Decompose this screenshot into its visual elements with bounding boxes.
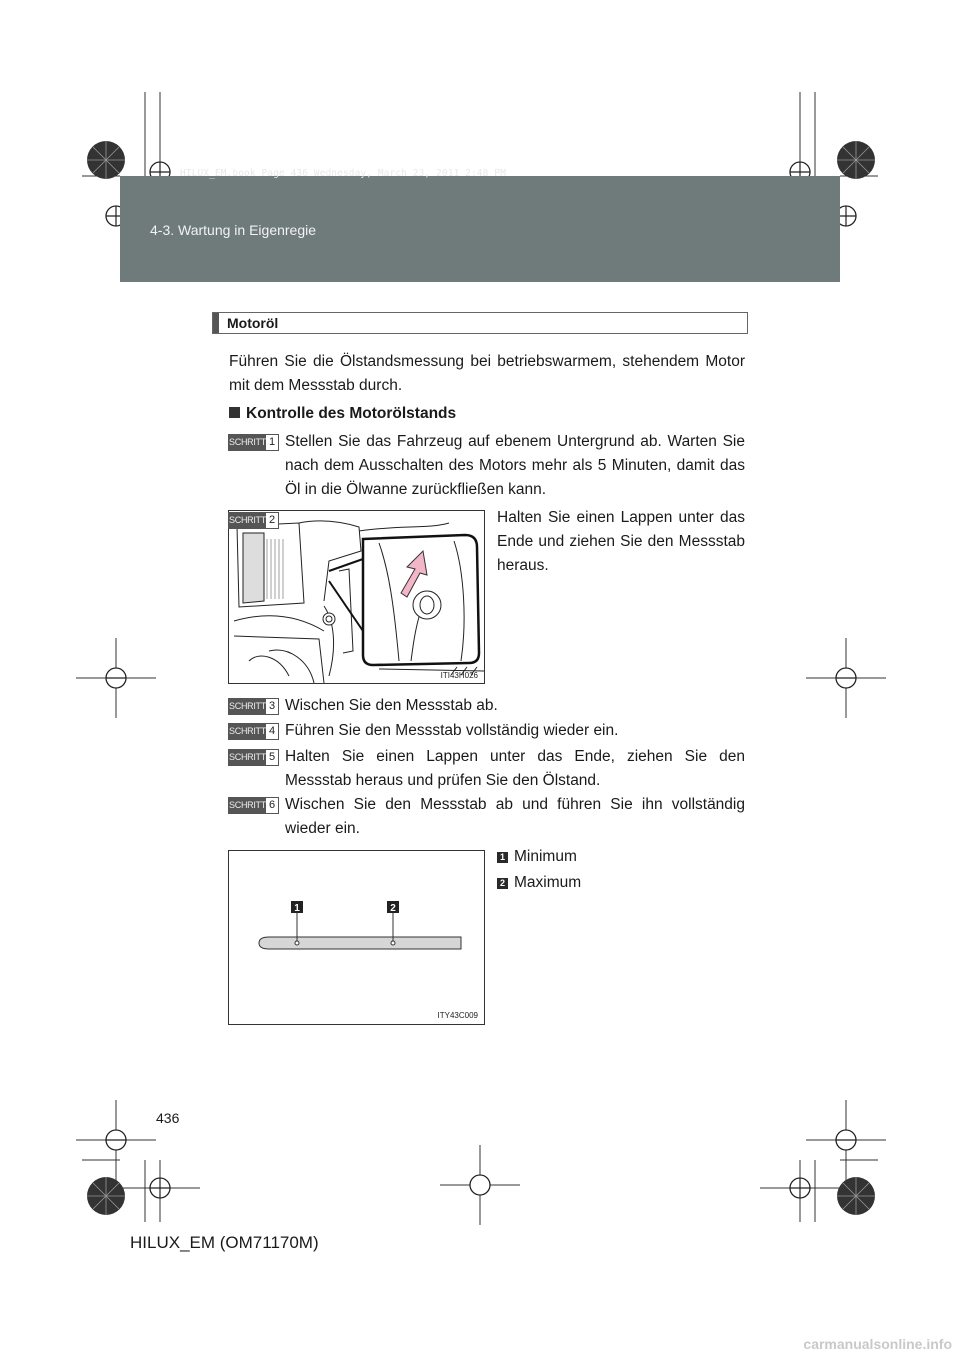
legend-marker: 2 [497, 878, 508, 889]
step-badge [228, 749, 279, 766]
step-badge-number: 6 [266, 798, 278, 813]
step-badge [228, 434, 279, 451]
step-badge [228, 698, 279, 715]
step-text: Halten Sie einen Lappen unter das Ende und ziehen Sie den Messstab heraus. [497, 509, 745, 574]
step-badge-number: 4 [266, 724, 278, 739]
footer-model: HILUX_EM (OM71170M) [130, 1233, 319, 1252]
engine-dipstick-figure [228, 510, 485, 684]
header-section-title: 4-3. Wartung in Eigenregie [150, 222, 317, 238]
step-text: Stellen Sie das Fahrzeug auf ebenem Untergrund ab. Warten Sie nach dem Ausschalten des Motors mehr als 5 Minuten, damit das Öl in die Ölwanne zurückfließen kann. [285, 433, 745, 498]
figure-code: ITY43C009 [437, 1011, 478, 1020]
section-title: Motoröl [227, 315, 279, 331]
step-badge-label: SCHRITT [229, 798, 266, 813]
step-badge-label: SCHRITT [229, 750, 266, 765]
step-badge [228, 797, 279, 814]
intro-paragraph: Führen Sie die Ölstandsmessung bei betriebswarmem, stehendem Motor mit dem Messstab durch. [229, 353, 745, 394]
step-badge-number: 5 [266, 750, 278, 765]
engine-bay-illustration [229, 511, 484, 683]
section-title-bar [213, 313, 219, 333]
step-text: Wischen Sie den Messstab ab. [285, 697, 498, 714]
legend-label: Maximum [514, 874, 582, 891]
page-number: 436 [156, 1110, 180, 1126]
step-badge-number: 1 [266, 435, 278, 450]
figure-code: ITI43H026 [440, 671, 478, 680]
subheading [229, 405, 456, 423]
step-text: Wischen Sie den Messstab ab und führen Sie ihn vollständig wieder ein. [285, 796, 745, 837]
legend-marker: 1 [497, 852, 508, 863]
marker-1: 1 [294, 903, 300, 914]
legend-item [497, 874, 581, 892]
dipstick-levels-figure [228, 850, 485, 1025]
marker-2: 2 [390, 903, 396, 914]
step-badge-label: SCHRITT [229, 513, 266, 528]
step-badge [228, 723, 279, 740]
step-text: Führen Sie den Messstab vollständig wieder ein. [285, 722, 619, 739]
step-badge-number: 2 [266, 513, 278, 528]
watermark: carmanualsonline.info [803, 1336, 952, 1352]
step-badge-label: SCHRITT [229, 699, 266, 714]
legend-label: Minimum [514, 848, 577, 865]
dipstick-illustration [229, 851, 484, 1024]
step-badge-label: SCHRITT [229, 435, 266, 450]
legend-item [497, 848, 577, 866]
step-text: Halten Sie einen Lappen unter das Ende, ziehen Sie den Messstab heraus und prüfen Sie den Ölstand. [285, 748, 745, 789]
step-badge-number: 3 [266, 699, 278, 714]
square-bullet-icon [229, 407, 240, 418]
section-title-box [212, 312, 748, 334]
step-badge-label: SCHRITT [229, 724, 266, 739]
subheading-text: Kontrolle des Motorölstands [246, 405, 457, 422]
book-stamp: HILUX_EM.book Page 436 Wednesday, March 23, 2011 2:48 PM [180, 168, 506, 179]
step-badge [228, 512, 279, 529]
